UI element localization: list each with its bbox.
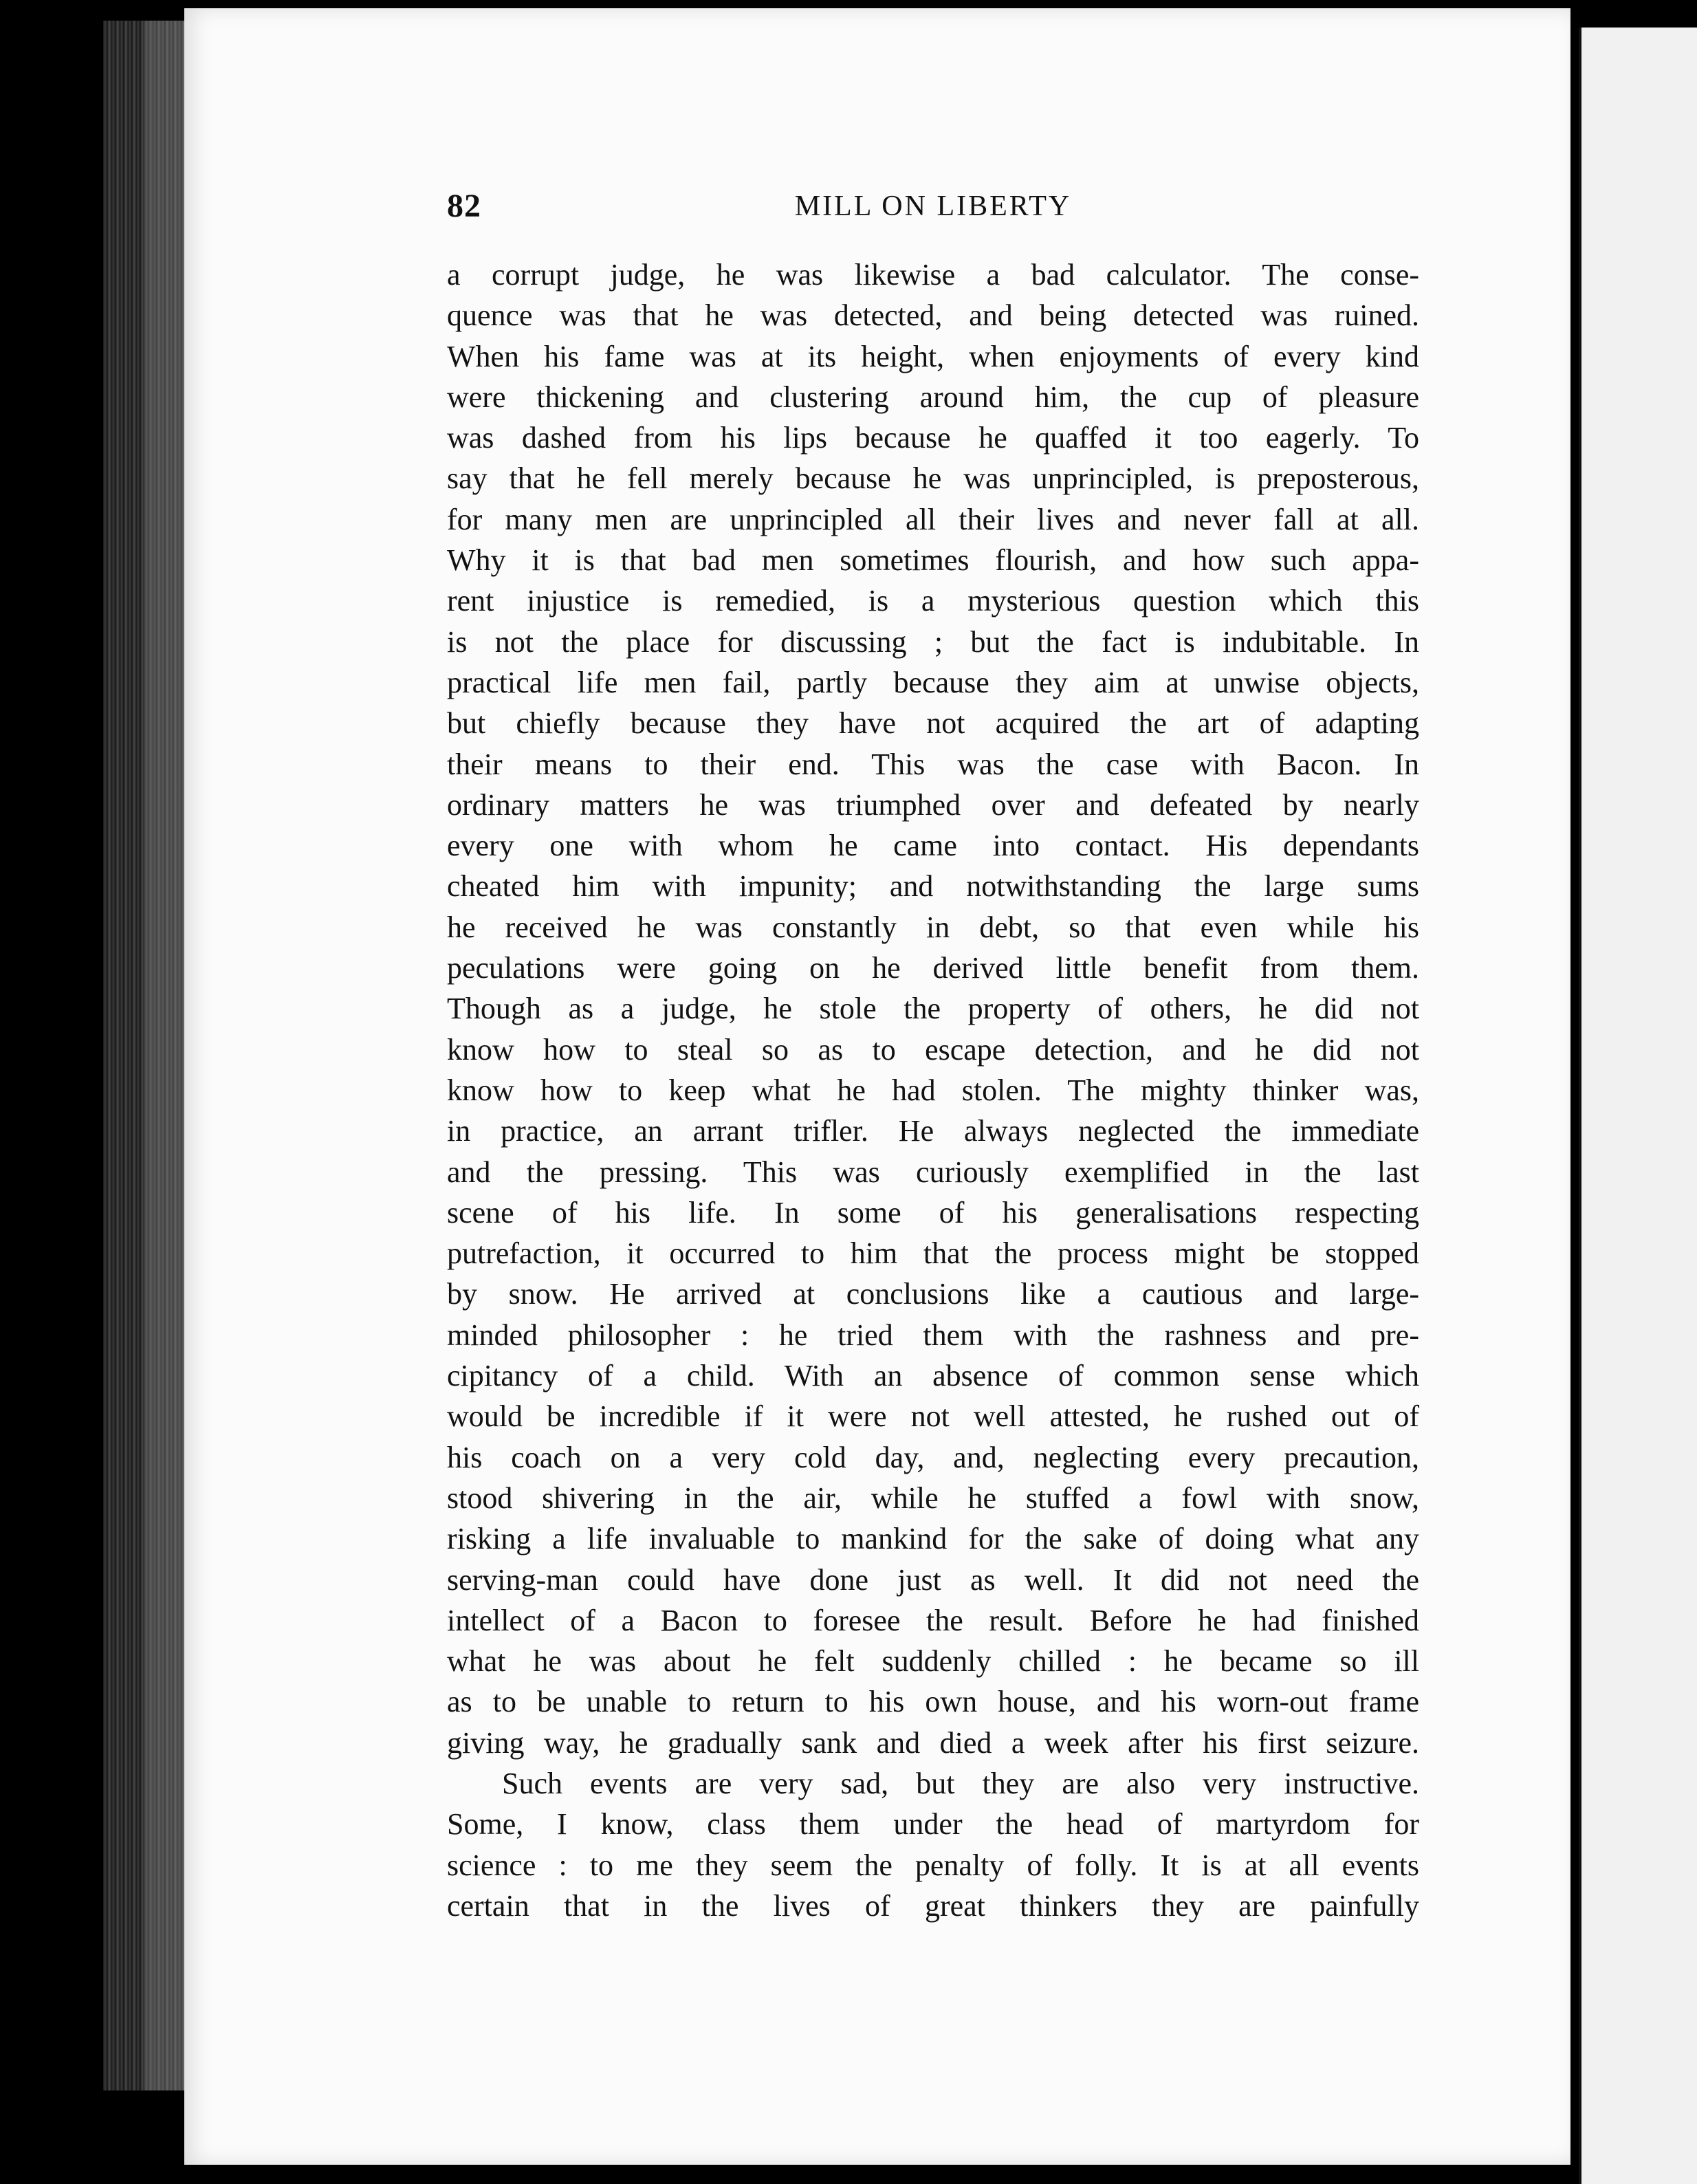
text-line-paragraph-start: Such events are very sad, but they are also very instructive. (502, 1766, 1419, 1800)
text-line: and the pressing. This was curiously exemplified in the last (447, 1155, 1419, 1189)
text-line: serving-man could have done just as well. It did not need the (447, 1562, 1419, 1597)
running-head (447, 187, 1419, 228)
text-line: science : to me they seem the penalty of folly. It is at all events (447, 1848, 1419, 1882)
body-text (447, 254, 1419, 1926)
text-line: as to be unable to return to his own house, and his worn-out frame (447, 1685, 1419, 1719)
text-line: would be incredible if it were not well attested, he rushed out of (447, 1399, 1419, 1434)
text-line: putrefaction, it occurred to him that the process might be stopped (447, 1236, 1419, 1271)
running-title: MILL ON LIBERTY (794, 190, 1072, 222)
text-line: practical life men fail, partly because they aim at unwise objects, (447, 665, 1419, 699)
text-line: know how to steal so as to escape detection, and he did not (447, 1032, 1419, 1067)
text-line: he received he was constantly in debt, so that even while his (447, 910, 1419, 944)
text-line: was dashed from his lips because he quaffed it too eagerly. To (447, 421, 1419, 455)
page-number: 82 (447, 188, 481, 224)
text-line: stood shivering in the air, while he stuffed a fowl with snow, (447, 1481, 1419, 1515)
text-line: by snow. He arrived at conclusions like a cautious and large- (447, 1277, 1419, 1311)
text-line: scene of his life. In some of his generalisations respecting (447, 1195, 1419, 1230)
text-line: giving way, he gradually sank and died a week after his first seizure. (447, 1725, 1419, 1760)
book-page-edges (103, 21, 186, 2090)
text-line: every one with whom he came into contact. His dependants (447, 829, 1419, 863)
text-line: intellect of a Bacon to foresee the result. Before he had finished (447, 1603, 1419, 1637)
text-line: Though as a judge, he stole the property of others, he did not (447, 992, 1419, 1026)
text-line: is not the place for discussing ; but the fact is indubitable. In (447, 624, 1419, 659)
text-line: a corrupt judge, he was likewise a bad calculator. The conse- (447, 258, 1419, 292)
text-line: peculations were going on he derived little benefit from them. (447, 951, 1419, 985)
text-line: but chiefly because they have not acquired the art of adapting (447, 706, 1419, 741)
text-line: When his fame was at its height, when enjoyments of every kind (447, 339, 1419, 373)
text-line: minded philosopher : he tried them with the rashness and pre- (447, 1318, 1419, 1352)
text-line: were thickening and clustering around him, the cup of pleasure (447, 380, 1419, 414)
text-line: Why it is that bad men sometimes flourish, and how such appa- (447, 543, 1419, 578)
text-line: in practice, an arrant trifler. He always neglected the immediate (447, 1114, 1419, 1148)
facing-page-edge (1579, 28, 1697, 2184)
text-line: rent injustice is remedied, is a mysterious question which this (447, 584, 1419, 618)
text-line: cheated him with impunity; and notwithstanding the large sums (447, 869, 1419, 904)
text-line: say that he fell merely because he was unprincipled, is preposterous, (447, 461, 1419, 496)
text-line: his coach on a very cold day, and, neglecting every precaution, (447, 1440, 1419, 1474)
text-line: certain that in the lives of great thinkers they are painfully (447, 1888, 1419, 1923)
text-line: cipitancy of a child. With an absence of common sense which (447, 1359, 1419, 1393)
text-line: their means to their end. This was the case with Bacon. In (447, 747, 1419, 781)
text-line: Some, I know, class them under the head of martyrdom for (447, 1807, 1419, 1842)
text-line: for many men are unprincipled all their lives and never fall at all. (447, 502, 1419, 536)
text-line: quence was that he was detected, and being detected was ruined. (447, 298, 1419, 333)
text-line: risking a life invaluable to mankind for the sake of doing what any (447, 1522, 1419, 1556)
text-line: ordinary matters he was triumphed over and defeated by nearly (447, 787, 1419, 822)
text-line: know how to keep what he had stolen. The mighty thinker was, (447, 1073, 1419, 1107)
text-line: what he was about he felt suddenly chilled : he became so ill (447, 1644, 1419, 1679)
